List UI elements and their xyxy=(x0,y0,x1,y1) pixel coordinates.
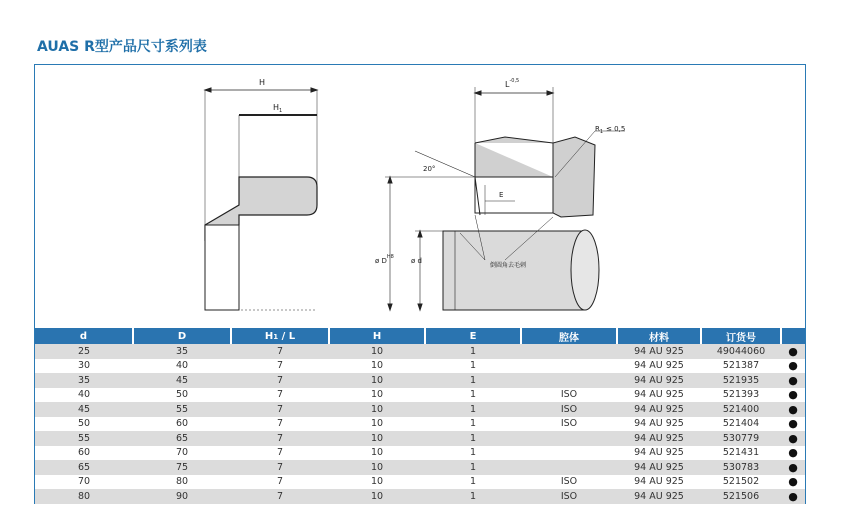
cell-order-no: 521404 xyxy=(701,417,781,432)
cell-availability: ● xyxy=(781,489,805,504)
cell-D: 45 xyxy=(133,373,231,388)
dim-R1-label: $R_1 \le 0,5$ xyxy=(595,125,626,135)
cell-order-no: 521506 xyxy=(701,489,781,504)
cell-h1-l: 7 xyxy=(231,446,329,461)
cell-H: 10 xyxy=(329,460,425,475)
cell-material: 94 AU 925 xyxy=(617,344,701,359)
cell-housing xyxy=(521,446,617,461)
cell-E: 1 xyxy=(425,388,521,403)
cell-material: 94 AU 925 xyxy=(617,489,701,504)
cell-availability: ● xyxy=(781,417,805,432)
cell-d: 50 xyxy=(35,417,133,432)
cell-D: 35 xyxy=(133,344,231,359)
cell-d: 65 xyxy=(35,460,133,475)
col-header-d: d xyxy=(35,328,133,344)
table-row xyxy=(35,388,805,403)
cell-h1-l: 7 xyxy=(231,388,329,403)
cell-availability: ● xyxy=(781,359,805,374)
cell-d: 35 xyxy=(35,373,133,388)
cell-D: 70 xyxy=(133,446,231,461)
cell-H: 10 xyxy=(329,388,425,403)
cell-E: 1 xyxy=(425,344,521,359)
cell-material: 94 AU 925 xyxy=(617,417,701,432)
cell-h1-l: 7 xyxy=(231,359,329,374)
col-header-E: E xyxy=(425,328,521,344)
page-title: AUAS R型产品尺寸系列表 xyxy=(37,39,207,55)
cell-material: 94 AU 925 xyxy=(617,431,701,446)
cell-availability: ● xyxy=(781,460,805,475)
cell-material: 94 AU 925 xyxy=(617,446,701,461)
cell-housing xyxy=(521,431,617,446)
cell-d: 45 xyxy=(35,402,133,417)
cell-E: 1 xyxy=(425,475,521,490)
cell-housing: ISO xyxy=(521,388,617,403)
cell-availability: ● xyxy=(781,373,805,388)
cell-material: 94 AU 925 xyxy=(617,388,701,403)
cell-h1-l: 7 xyxy=(231,402,329,417)
cell-order-no: 521431 xyxy=(701,446,781,461)
cell-h1-l: 7 xyxy=(231,489,329,504)
cell-d: 80 xyxy=(35,489,133,504)
cell-h1-l: 7 xyxy=(231,417,329,432)
seal-section xyxy=(205,88,317,310)
cell-h1-l: 7 xyxy=(231,460,329,475)
dim-H-label: H xyxy=(259,78,266,87)
table-row xyxy=(35,431,805,446)
technical-drawing xyxy=(35,65,805,327)
housing-section xyxy=(385,87,625,310)
cell-D: 65 xyxy=(133,431,231,446)
table-row xyxy=(35,460,805,475)
cell-d: 60 xyxy=(35,446,133,461)
cell-housing xyxy=(521,373,617,388)
dim-L-label: $L^{-0,5}$ xyxy=(505,78,520,89)
cell-h1-l: 7 xyxy=(231,373,329,388)
cell-order-no: 521393 xyxy=(701,388,781,403)
cell-order-no: 521502 xyxy=(701,475,781,490)
cell-H: 10 xyxy=(329,417,425,432)
cell-h1-l: 7 xyxy=(231,475,329,490)
table-row xyxy=(35,359,805,374)
table-row xyxy=(35,402,805,417)
cell-housing xyxy=(521,359,617,374)
cell-material: 94 AU 925 xyxy=(617,359,701,374)
table-row xyxy=(35,489,805,504)
cell-d: 40 xyxy=(35,388,133,403)
cell-H: 10 xyxy=(329,446,425,461)
cell-E: 1 xyxy=(425,402,521,417)
cell-H: 10 xyxy=(329,373,425,388)
cell-D: 40 xyxy=(133,359,231,374)
cell-D: 60 xyxy=(133,417,231,432)
table-row xyxy=(35,446,805,461)
cell-d: 25 xyxy=(35,344,133,359)
col-header-availability xyxy=(781,328,805,344)
cell-housing xyxy=(521,460,617,475)
cell-housing: ISO xyxy=(521,417,617,432)
table-row xyxy=(35,475,805,490)
dim-H1-label: $H_1$ xyxy=(273,103,283,114)
col-header-material: 材料 xyxy=(617,328,701,344)
cell-D: 80 xyxy=(133,475,231,490)
col-header-D: D xyxy=(133,328,231,344)
cell-E: 1 xyxy=(425,460,521,475)
col-header-H: H xyxy=(329,328,425,344)
cell-order-no: 521935 xyxy=(701,373,781,388)
cell-E: 1 xyxy=(425,417,521,432)
dim-E-label: E xyxy=(499,191,504,199)
cell-housing xyxy=(521,344,617,359)
cell-availability: ● xyxy=(781,402,805,417)
cell-H: 10 xyxy=(329,344,425,359)
deburr-note: 倒圆角去毛刺 xyxy=(490,262,527,269)
cell-availability: ● xyxy=(781,475,805,490)
cell-D: 90 xyxy=(133,489,231,504)
table-header-row xyxy=(35,328,805,344)
cell-H: 10 xyxy=(329,489,425,504)
cell-material: 94 AU 925 xyxy=(617,402,701,417)
cell-d: 55 xyxy=(35,431,133,446)
cell-material: 94 AU 925 xyxy=(617,373,701,388)
cell-H: 10 xyxy=(329,402,425,417)
cell-order-no: 49044060 xyxy=(701,344,781,359)
cell-material: 94 AU 925 xyxy=(617,460,701,475)
table-row xyxy=(35,417,805,432)
table-row xyxy=(35,344,805,359)
cell-order-no: 521400 xyxy=(701,402,781,417)
cell-housing: ISO xyxy=(521,489,617,504)
cell-housing: ISO xyxy=(521,475,617,490)
cell-H: 10 xyxy=(329,475,425,490)
size-table xyxy=(35,328,805,504)
cell-housing: ISO xyxy=(521,402,617,417)
cell-D: 55 xyxy=(133,402,231,417)
cell-d: 70 xyxy=(35,475,133,490)
cell-h1-l: 7 xyxy=(231,344,329,359)
cell-D: 75 xyxy=(133,460,231,475)
table-row xyxy=(35,373,805,388)
cell-E: 1 xyxy=(425,446,521,461)
cell-d: 30 xyxy=(35,359,133,374)
cell-order-no: 530783 xyxy=(701,460,781,475)
cell-availability: ● xyxy=(781,388,805,403)
cell-availability: ● xyxy=(781,344,805,359)
cell-E: 1 xyxy=(425,431,521,446)
cell-availability: ● xyxy=(781,446,805,461)
angle-label: 20° xyxy=(423,165,436,173)
cell-D: 50 xyxy=(133,388,231,403)
cell-order-no: 521387 xyxy=(701,359,781,374)
col-header-h1-l: H1 / L xyxy=(231,328,329,344)
cell-E: 1 xyxy=(425,373,521,388)
cell-order-no: 530779 xyxy=(701,431,781,446)
dim-d-label: ø d xyxy=(411,257,422,265)
dim-D-label: ø $D^{H8}$ xyxy=(375,254,394,265)
cell-availability: ● xyxy=(781,431,805,446)
cell-E: 1 xyxy=(425,489,521,504)
col-header-housing: 腔体 xyxy=(521,328,617,344)
cell-H: 10 xyxy=(329,359,425,374)
cell-material: 94 AU 925 xyxy=(617,475,701,490)
col-header-order-no: 订货号 xyxy=(701,328,781,344)
cell-H: 10 xyxy=(329,431,425,446)
cell-h1-l: 7 xyxy=(231,431,329,446)
cell-E: 1 xyxy=(425,359,521,374)
